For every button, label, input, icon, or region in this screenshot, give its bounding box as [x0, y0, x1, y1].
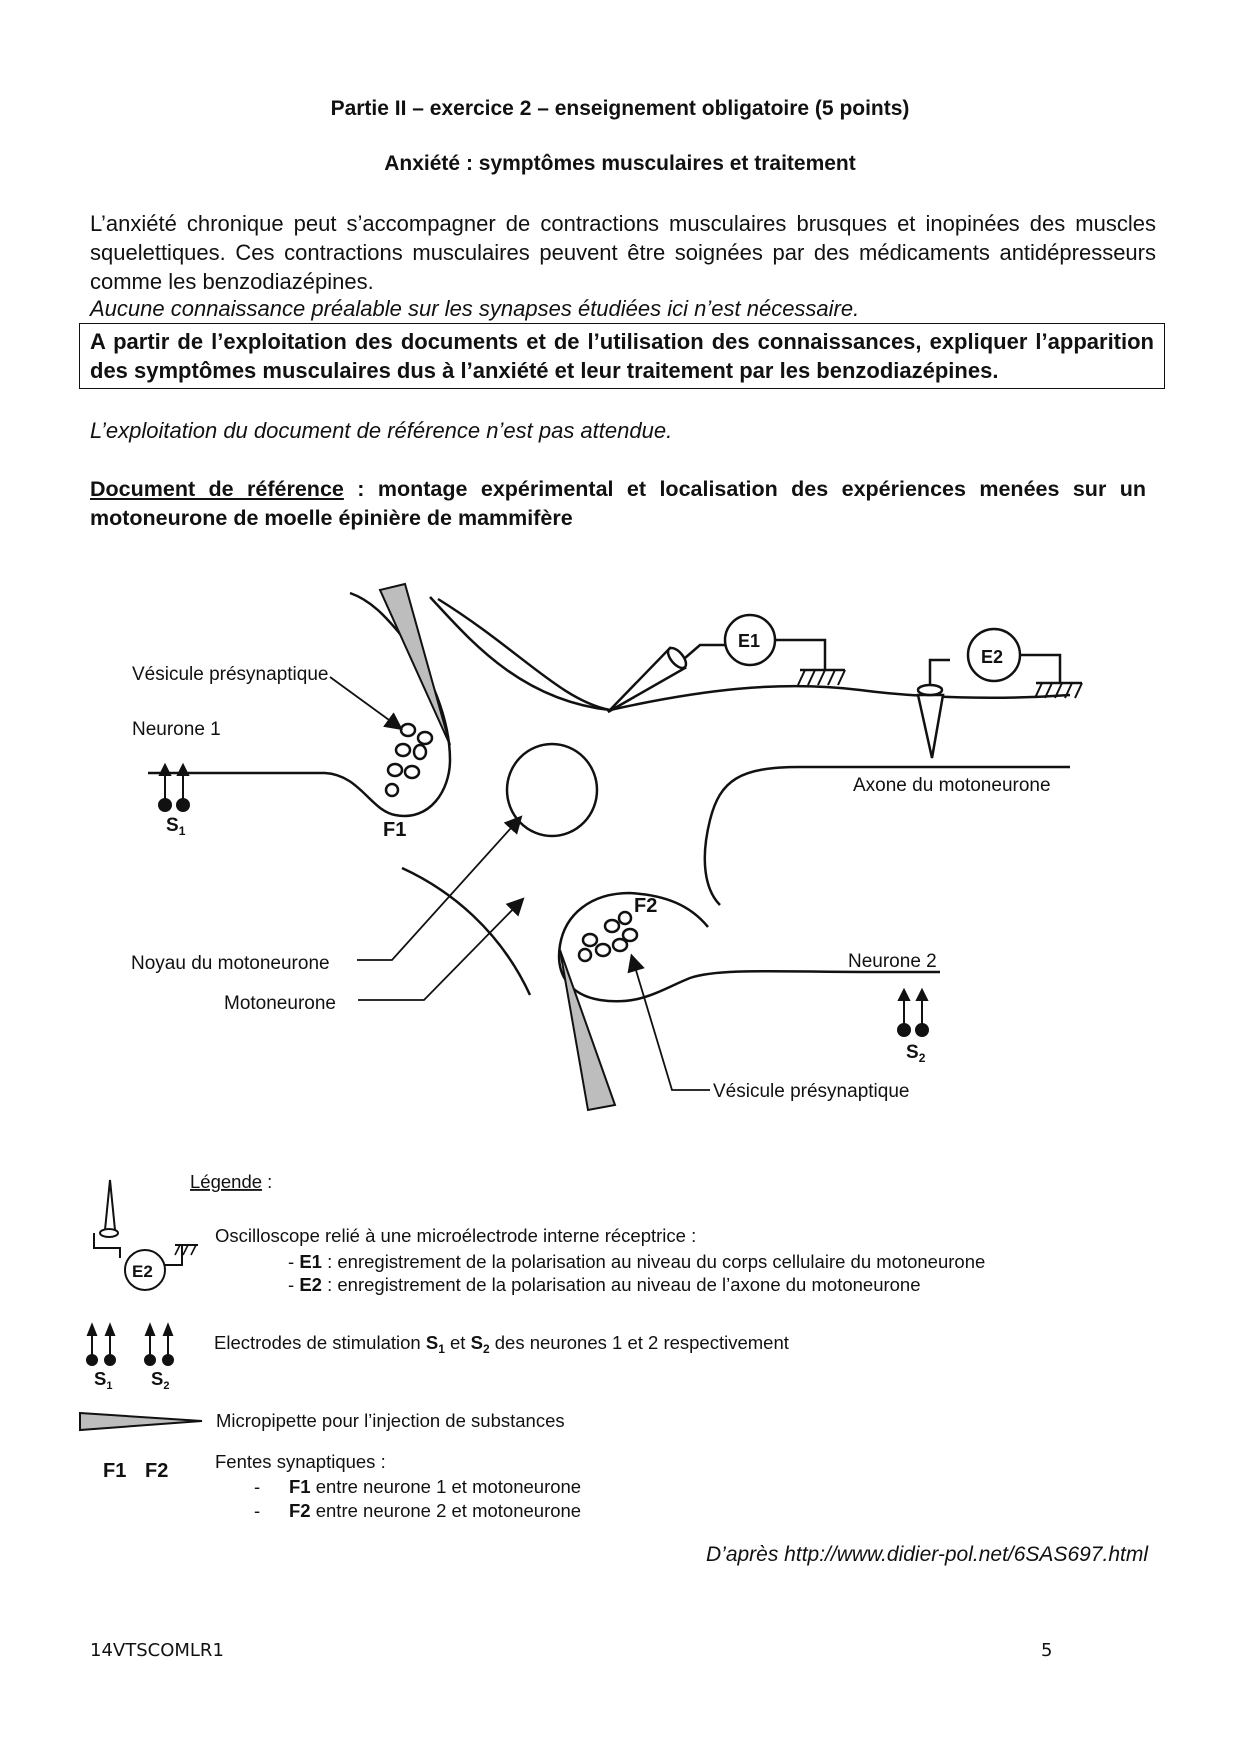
legend-micropipette: Micropipette pour l’injection de substances	[216, 1410, 565, 1431]
legend-oscillo: Oscilloscope relié à une microélectrode interne réceptrice :	[215, 1225, 697, 1246]
exercise-subtitle: Anxiété : symptômes musculaires et traitement	[384, 152, 856, 175]
label-vesicle-top: Vésicule présynaptique	[132, 664, 329, 685]
legend-stim: Electrodes de stimulation $S_1$ et $S_2$ des neurones 1 et 2 respectivement	[214, 1332, 789, 1356]
intro-paragraph: L’anxiété chronique peut s’accompagner de contractions musculaires brusques et inopinées des muscles squelettiques. Ces contractions musculaires peuvent être soignées par des médicaments antidépresseurs comme les benzodiazépines.	[90, 211, 1156, 294]
legend-electrode-icon	[105, 1180, 115, 1230]
label-e1: E1	[738, 631, 761, 651]
legend-e1: - E1 : enregistrement de la polarisation au niveau du corps cellulaire du motoneurone	[288, 1251, 986, 1272]
legend-fentes: Fentes synaptiques :	[215, 1451, 386, 1472]
soma-bottom-left	[402, 868, 530, 995]
legend-e2: - E2 : enregistrement de la polarisation au niveau de l’axone du motoneurone	[288, 1274, 921, 1295]
intro-italic-note: Aucune connaissance préalable sur les synapses étudiées ici n’est nécessaire.	[90, 296, 860, 321]
footer-code: 14VTSCOMLR1	[90, 1640, 224, 1661]
legend-icon-s2: $S_2$	[151, 1368, 170, 1392]
label-s2: $S_2$	[906, 1042, 926, 1065]
source-credit: D’après http://www.didier-pol.net/6SAS697.html	[705, 1543, 1148, 1566]
label-neuron1: Neurone 1	[132, 719, 221, 740]
micropipette-bottom	[560, 950, 615, 1110]
legend-micropipette-icon	[80, 1413, 202, 1430]
document-label: Document de référence	[90, 477, 344, 501]
label-f2: F2	[634, 895, 658, 917]
label-axon: Axone du motoneurone	[853, 775, 1051, 796]
soma-top-left	[430, 597, 610, 710]
soma-top	[610, 686, 1070, 710]
neuron2-outline	[559, 893, 870, 1001]
legend-icon-f2: F2	[145, 1460, 169, 1482]
nucleus	[507, 744, 597, 836]
legend-icon-e2: E2	[132, 1262, 153, 1281]
label-e2: E2	[981, 647, 1004, 667]
label-s1: $S_1$	[166, 815, 186, 838]
legend-title: Légende :	[190, 1171, 273, 1192]
legend-fente1: - F1 entre neurone 1 et motoneurone	[254, 1476, 582, 1497]
electrode-e2	[918, 695, 943, 758]
legend-icon-f1: F1	[103, 1460, 127, 1482]
legend-stim-icons	[87, 1325, 173, 1365]
task-note: L’exploitation du document de référence n’est pas attendue.	[90, 418, 673, 443]
label-vesicle-bottom: Vésicule présynaptique	[713, 1081, 910, 1102]
legend-fente2: - F2 entre neurone 2 et motoneurone	[254, 1500, 582, 1521]
label-neuron2: Neurone 2	[848, 951, 937, 972]
page-number: 5	[1041, 1640, 1053, 1661]
legend-icon-s1: $S_1$	[94, 1368, 113, 1392]
soma-top-arc	[438, 599, 610, 710]
label-nucleus: Noyau du motoneurone	[131, 953, 330, 974]
label-motoneuron: Motoneurone	[224, 993, 336, 1014]
label-f1: F1	[383, 819, 407, 841]
exercise-title: Partie II – exercice 2 – enseignement obligatoire (5 points)	[330, 97, 910, 120]
document-title: : montage expérimental et localisation des expériences menées sur un motoneurone de moelle épinière de mammifère	[90, 477, 1146, 530]
task-box: A partir de l’exploitation des documents et de l’utilisation des connaissances, expliquer l’apparition des symptômes musculaires dus à l’anxiété et leur traitement par les benzodiazépines.	[79, 323, 1165, 389]
